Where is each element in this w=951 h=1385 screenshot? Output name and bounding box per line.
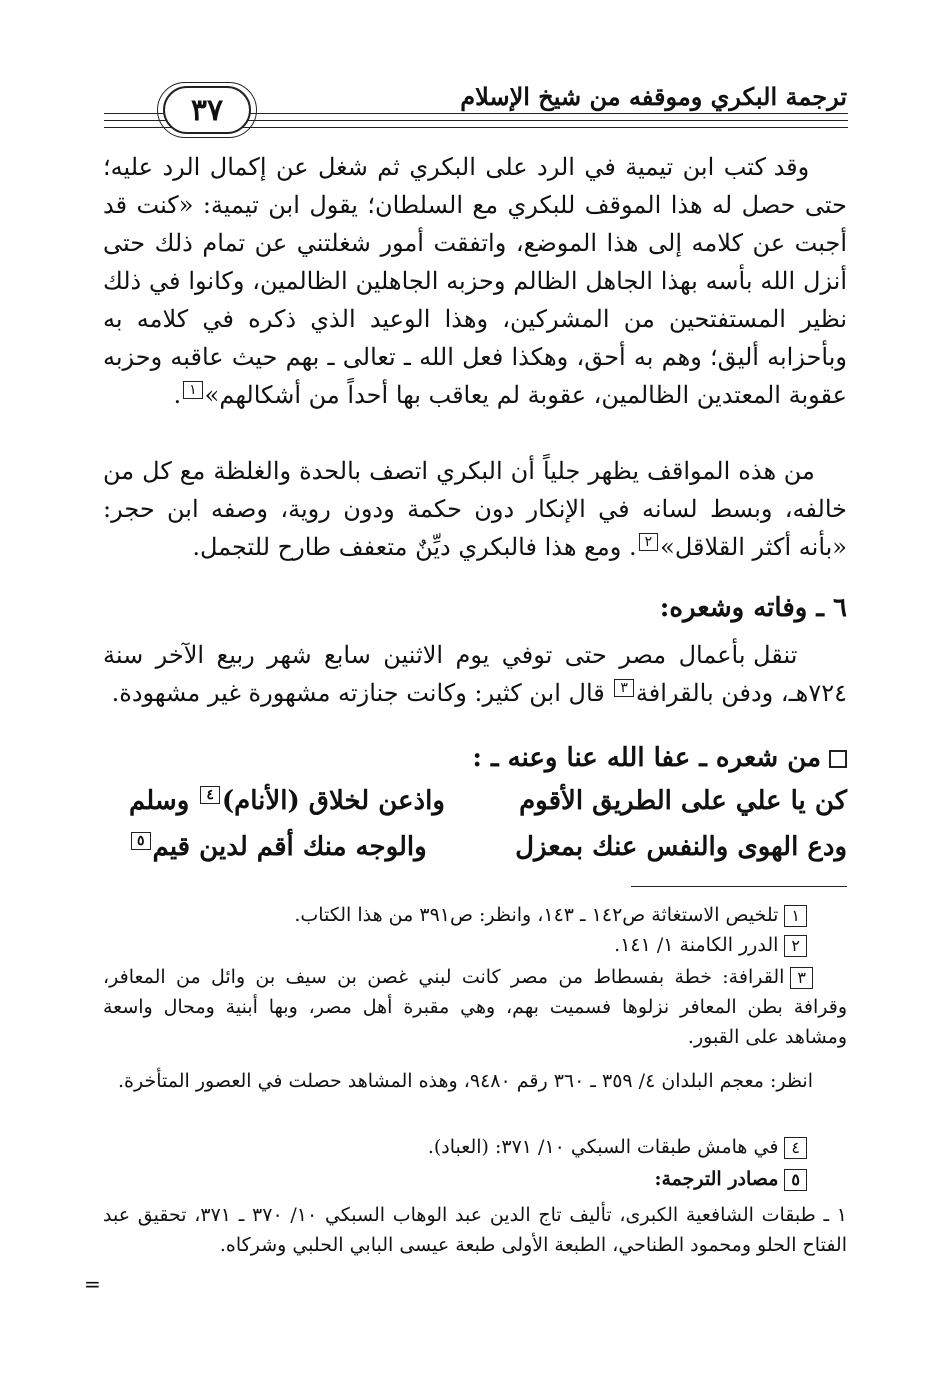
paragraph-2-text: من هذه المواقف يظهر جلياً أن البكري اتصف بالحدة والغلظة مع كل من خالفه، وبسط لسانه في الإنكار دون حكمة ودون روية، وصفه ابن حجر: «بأنه أكثر القلاقل»: [103, 457, 847, 561]
paragraph-1-tail: .: [173, 381, 182, 409]
footnote-ref-4[interactable]: ٤: [200, 786, 220, 804]
footnote-ref-3[interactable]: ٣: [614, 679, 634, 697]
footnote-2: [103, 930, 847, 960]
footnote-3-reference-text: انظر: معجم البلدان ٤/ ٣٥٩ ـ ٣٦٠ رقم ٩٤٨٠، وهذه المشاهد حصلت في العصور المتأخرة.: [118, 1070, 813, 1092]
footnote-ref-2[interactable]: ٢: [639, 533, 659, 551]
section-heading: ٦ ـ وفاته وشعره:: [659, 593, 847, 623]
footnote-2-text: الدرر الكامنة ١/ ١٤١.: [614, 934, 779, 956]
footnote-ref-5[interactable]: ٥: [131, 832, 151, 850]
continuation-mark: =: [84, 1272, 101, 1296]
footnote-3: [103, 962, 847, 1052]
footnote-ref-1[interactable]: ١: [183, 381, 203, 399]
footnote-5: [103, 1164, 847, 1194]
poem-line-1-first-hemistich: كن يا علي على الطريق الأقوم: [519, 786, 847, 816]
poem-line-1-second-hemistich: [129, 786, 445, 816]
paragraph-3-tail: قال ابن كثير: وكانت جنازته مشهورة غير مشهودة.: [111, 679, 613, 707]
paragraph-1-text: وقد كتب ابن تيمية في الرد على البكري ثم شغل عن إكمال الرد عليه؛ حتى حصل له هذا الموقف للبكري مع السلطان؛ يقول ابن تيمية: «كنت قد أجبت عن كلامه إلى هذا الموضع، واتفقت أمور شغلتني عن تمام ذلك حتى أنزل الله بأسه بهذا الجاهل الظالم وحزبه الجاهلين الظالمين، وكانوا في ذلك نظير المستفتحين من المشركين، وهذا الوعيد الذي ذكره في كلامه به وبأحزابه أليق؛ وهم به أحق، وهكذا فعل الله ـ تعالى ـ بهم حيث عاقبه وحزبه عقوبة المعتدين الظالمين، عقوبة لم يعاقب بها أحداً من أشكالهم»: [103, 153, 847, 409]
paragraph-3-text: تنقل بأعمال مصر حتى توفي يوم الاثنين سابع شهر ربيع الآخر سنة ٧٢٤هـ، ودفن بالقرافة: [103, 641, 847, 707]
paragraph-2-tail: . ومع هذا فالبكري ديِّنٌ متعفف طارح للتجمل.: [192, 533, 637, 561]
poem-line-2-first-hemistich: ودع الهوى والنفس عنك بمعزل: [515, 832, 847, 862]
footnote-separator: [631, 886, 847, 887]
poem-line-2-second-hemistich: [129, 832, 427, 862]
poem-heading-text: من شعره ـ عفا الله عنا وعنه ـ :: [472, 743, 821, 773]
poem-line-1-second-tail: وسلم: [129, 786, 199, 816]
footnote-4-number: ٤: [784, 1137, 807, 1159]
paragraph-2: [103, 452, 847, 566]
page-number-badge: [163, 86, 251, 134]
poem-line-1-second-text: واذعن لخلاق (الأنام): [221, 786, 445, 816]
footnote-2-number: ٢: [784, 935, 807, 957]
footnote-1: [103, 900, 847, 930]
footnote-3-text: القرافة: خطة بفسطاط من مصر كانت لبني غصن بن سيف بن وائل من المعافر، وقرافة بطن المعافر نزلوها فسميت بهم، وهي مقبرة أهل مصر، وبها أبنية ومحال واسعة ومشاهد على القبور.: [103, 966, 847, 1048]
running-header-title: ترجمة البكري وموقفه من شيخ الإسلام: [460, 82, 847, 111]
poem-line-2: [103, 832, 847, 872]
footnote-5-text: مصادر الترجمة:: [654, 1168, 779, 1190]
footnote-5-source-1-text: ١ ـ طبقات الشافعية الكبرى، تأليف تاج الدين عبد الوهاب السبكي ١٠/ ٣٧٠ ـ ٣٧١، تحقيق عبد الفتاح الحلو ومحمود الطناحي، الطبعة الأولى طبعة عيسى البابي الحلبي وشركاه.: [103, 1204, 847, 1256]
footnote-3-reference: [103, 1066, 847, 1096]
footnote-1-number: ١: [784, 905, 807, 927]
footnote-4-text: في هامش طبقات السبكي ١٠/ ٣٧١: (العباد).: [427, 1136, 779, 1158]
square-bullet-icon: [829, 750, 847, 768]
poem-line-2-second-text: والوجه منك أقم لدين قيم: [152, 832, 427, 862]
footnote-3-number: ٣: [790, 967, 813, 989]
paragraph-1: [103, 148, 847, 414]
footnote-4: [103, 1132, 847, 1162]
page-number: ٣٧: [190, 92, 224, 128]
poem-heading: [103, 738, 847, 778]
footnote-5-source-1: [103, 1200, 847, 1260]
footnote-1-text: تلخيص الاستغاثة ص١٤٢ ـ ١٤٣، وانظر: ص٣٩١ من هذا الكتاب.: [294, 904, 779, 926]
poem-line-1: [103, 786, 847, 826]
footnote-5-number: ٥: [784, 1169, 807, 1191]
paragraph-3: [103, 636, 847, 712]
